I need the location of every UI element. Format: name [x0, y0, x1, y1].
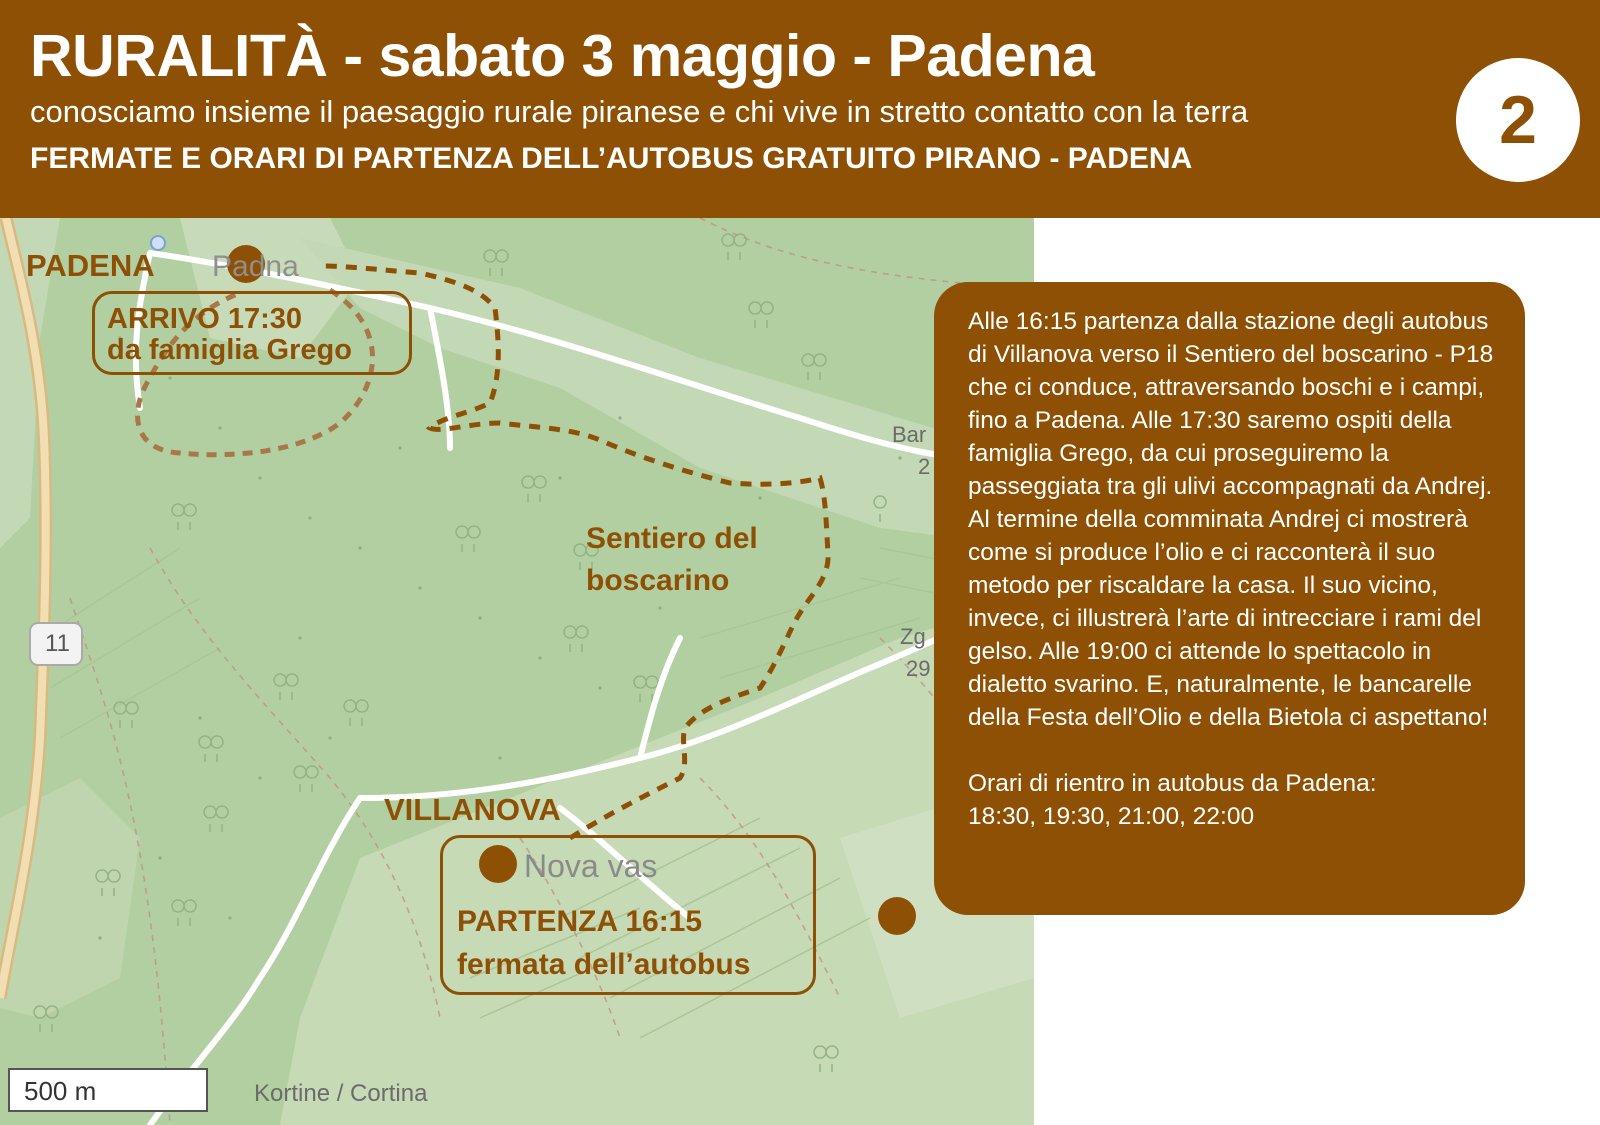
- road-number-label: 11: [45, 630, 70, 657]
- extra-stop-marker: [878, 897, 916, 935]
- page-title: RURALITÀ - sabato 3 maggio - Padena: [30, 23, 1095, 89]
- bar-map-label: Bar: [892, 422, 927, 447]
- padna-map-label: Padna: [212, 250, 299, 283]
- departure-stop: fermata dell’autobus: [457, 948, 751, 981]
- page-subtitle: conosciamo insieme il paesaggio rurale piranese e chi vive in stretto contatto con la terra: [30, 94, 1249, 129]
- zg-map-label: Zg: [900, 624, 926, 649]
- bus-stops-heading: FERMATE E ORARI DI PARTENZA DELL’AUTOBUS GRATUITO PIRANO - PADENA: [30, 142, 1193, 175]
- event-info-box: [934, 282, 1525, 915]
- departure-box: [440, 835, 816, 995]
- nova-vas-map-label: Nova vas: [524, 848, 658, 884]
- paragraph-gap: [968, 734, 1505, 767]
- departure-time: PARTENZA 16:15: [457, 905, 703, 938]
- trail-label: [586, 518, 758, 602]
- header-banner: [0, 0, 1600, 218]
- villanova-label: VILLANOVA: [384, 792, 561, 827]
- trail-label-line2: boscarino: [586, 564, 730, 597]
- route-map[interactable]: [0, 218, 1034, 1125]
- arrival-time: ARRIVO 17:30: [107, 303, 303, 335]
- return-times: 18:30, 19:30, 21:00, 22:00: [968, 803, 1255, 830]
- arrival-host: da famiglia Grego: [107, 334, 352, 366]
- kortine-map-label: Kortine / Cortina: [254, 1080, 428, 1107]
- trail-label-line1: Sentiero del: [586, 522, 758, 555]
- arrival-box: [92, 291, 412, 375]
- map-scale-bar: 500 m: [8, 1068, 208, 1112]
- padena-label: PADENA: [26, 248, 155, 283]
- zg-number-label: 29: [906, 656, 931, 681]
- return-times-heading: Orari di rientro in autobus da Padena:: [968, 770, 1377, 797]
- step-number-badge: 2: [1456, 58, 1580, 182]
- bar-number-label: 2: [918, 454, 931, 479]
- event-description: Alle 16:15 partenza dalla stazione degli autobus di Villanova verso il Sentiero del boscarino - P18 che ci conduce, attraversando boschi e i campi, fino a Padena. Alle 17:30 saremo ospiti della famiglia Grego, da cui proseguiremo la passeggiata tra gli ulivi accompagnati da Andrej. Al termine della comminata Andrej ci mostrerà come si produce l’olio e ci racconterà il suo metodo per riscaldare la casa. Il suo vicino, invece, ci illustrerà l’arte di intrecciare i rami del gelso. Alle 19:00 ci attende lo spettacolo in dialetto svarino. E, naturalmente, le bancarelle della Festa dell’Olio e della Bietola ci aspettano!: [968, 308, 1494, 731]
